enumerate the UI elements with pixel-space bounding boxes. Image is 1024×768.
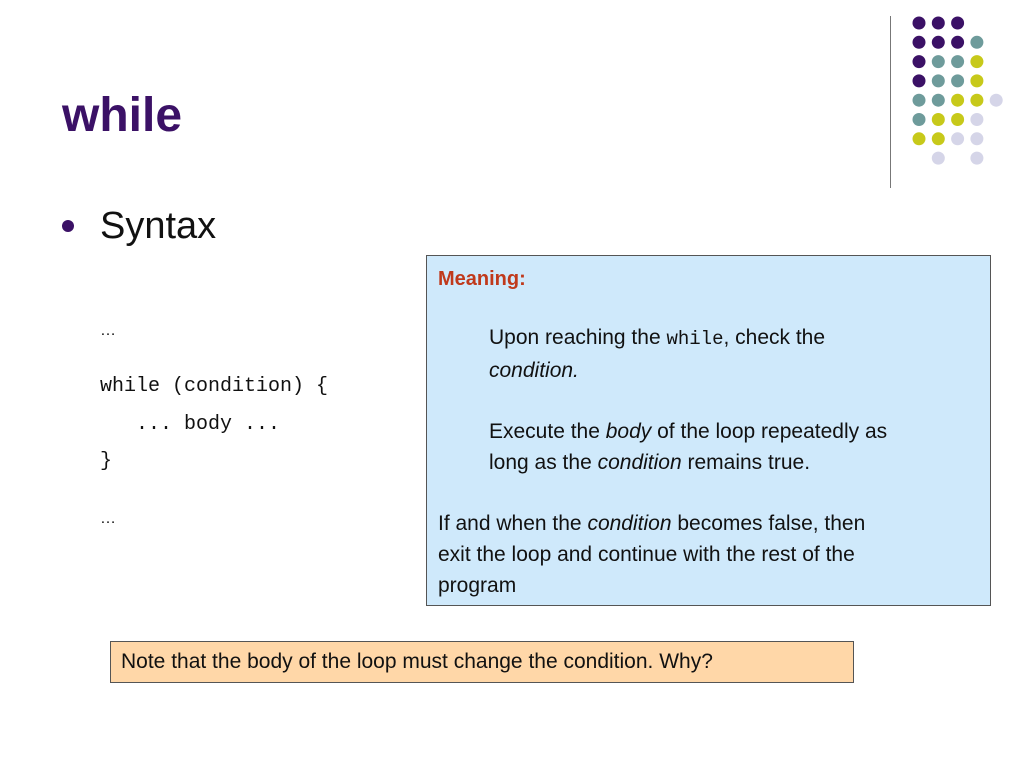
- bullet-label: Syntax: [100, 205, 217, 247]
- decorative-dot: [951, 113, 964, 126]
- decorative-dot: [951, 36, 964, 49]
- meaning-heading: Meaning:: [438, 268, 526, 290]
- decorative-dot: [913, 17, 926, 30]
- decorative-dot: [913, 94, 926, 107]
- decorative-dot: [970, 132, 983, 145]
- meaning-p3-line-1: If and when the condition becomes false, then: [438, 512, 866, 535]
- code-line-3: }: [100, 450, 113, 473]
- decorative-dot: [951, 55, 964, 68]
- code-ellipsis-top: …: [100, 322, 116, 339]
- meaning-paragraph-3: [438, 508, 865, 601]
- code-ellipsis-bottom: …: [100, 510, 116, 527]
- meaning-paragraph-1: [489, 322, 825, 386]
- note-box: [110, 641, 854, 683]
- decorative-dot: [932, 113, 945, 126]
- decorative-divider: [890, 16, 891, 188]
- decorative-dot: [970, 152, 983, 165]
- decorative-dot: [932, 17, 945, 30]
- decorative-dot: [990, 94, 1003, 107]
- meaning-p3-line-3: program: [438, 574, 517, 597]
- decorative-dot: [951, 17, 964, 30]
- note-text: Note that the body of the loop must change the condition. Why?: [121, 650, 713, 673]
- decorative-dot: [932, 55, 945, 68]
- inline-code-while: while: [666, 328, 724, 350]
- decorative-dot: [932, 94, 945, 107]
- decorative-dot: [932, 36, 945, 49]
- decorative-dot: [932, 132, 945, 145]
- decorative-dot: [970, 55, 983, 68]
- meaning-p2-line-2: long as the condition remains true.: [489, 451, 811, 474]
- bullet-icon: [62, 220, 74, 232]
- decorative-dot: [932, 152, 945, 165]
- decorative-dot: [951, 132, 964, 145]
- decorative-dot: [951, 74, 964, 87]
- decorative-dot: [970, 94, 983, 107]
- decorative-dot: [913, 113, 926, 126]
- code-line-2: ... body ...: [100, 413, 281, 436]
- meaning-p3-line-2: exit the loop and continue with the rest of the: [438, 543, 855, 566]
- decorative-dot: [913, 132, 926, 145]
- slide-title: while: [62, 89, 183, 142]
- decorative-dot: [932, 74, 945, 87]
- meaning-p1-line-2: condition.: [489, 359, 579, 382]
- code-line-1: while (condition) {: [100, 375, 329, 398]
- decorative-dot: [913, 36, 926, 49]
- decorative-dot: [970, 113, 983, 126]
- meaning-box: [426, 255, 991, 606]
- decorative-dot: [913, 55, 926, 68]
- decorative-dot: [951, 94, 964, 107]
- bullet-syntax: [62, 204, 216, 248]
- decorative-dot: [970, 74, 983, 87]
- decorative-dot: [970, 36, 983, 49]
- meaning-paragraph-2: [489, 416, 887, 478]
- decorative-dot: [913, 74, 926, 87]
- meaning-p2-line-1: Execute the body of the loop repeatedly as: [489, 420, 888, 443]
- meaning-p1-line-1: Upon reaching the while, check the: [489, 326, 826, 350]
